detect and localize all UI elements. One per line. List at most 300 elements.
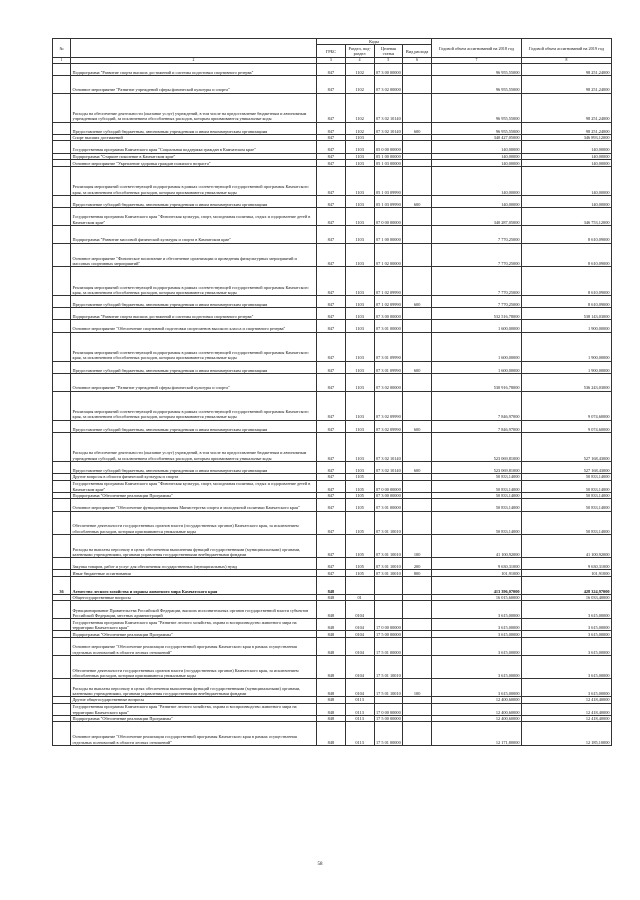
table-row — [53, 160, 612, 167]
row-amount-2019: 140,00000 — [522, 160, 612, 167]
row-razdel: 1103 — [345, 243, 374, 266]
index-cell: 2 — [71, 58, 317, 64]
row-grbs: 847 — [317, 361, 346, 373]
row-expense-type: 600 — [403, 461, 432, 473]
row-amount-2018: 3 615,00000 — [432, 638, 522, 656]
row-amount-2019: 1 900,00000 — [522, 320, 612, 332]
table-row — [53, 63, 612, 75]
row-target-article: 07 3 00 00000 — [374, 63, 403, 75]
row-expense-type: 600 — [403, 195, 432, 207]
row-name: Государственная программа Камчатского края "Физическая культура, спорт, молодежная политика, отдых и оздоровление детей в Камчатском крае" — [71, 480, 317, 492]
row-amount-2018: 3 615,00000 — [432, 631, 522, 638]
index-cell: 6 — [403, 58, 432, 64]
row-razdel: 1103 — [345, 134, 374, 141]
row-number — [53, 160, 71, 167]
row-expense-type — [403, 594, 432, 601]
row-amount-2018: 101,91000 — [432, 570, 522, 577]
row-amount-2019: 8 610,09000 — [522, 296, 612, 308]
row-grbs: 847 — [317, 166, 346, 195]
row-name: Реализация мероприятий соответствующей подпрограммы в рамках соответствующей государственной программы Камчатского края, за исключением обособленных расходов, которым присваиваются уникальные коды — [71, 332, 317, 361]
row-grbs: 847 — [317, 499, 346, 511]
row-razdel: 1105 — [345, 473, 374, 480]
row-grbs: 847 — [317, 391, 346, 420]
row-expense-type — [403, 655, 432, 678]
row-razdel: 1103 — [345, 160, 374, 167]
row-number — [53, 332, 71, 361]
row-name: Функционирование Правительства Российской Федерации, высших исполнительных органов государственной власти субъектов Российской Федерации, местных администраций — [71, 601, 317, 619]
table-row — [53, 511, 612, 534]
row-number — [53, 631, 71, 638]
row-expense-type — [403, 160, 432, 167]
row-amount-2018: 523 069,81000 — [432, 432, 522, 461]
table-row — [53, 558, 612, 570]
row-expense-type: 800 — [403, 570, 432, 577]
row-number — [53, 122, 71, 134]
row-amount-2019: 9 630,31000 — [522, 558, 612, 570]
header-codes: Коды — [317, 39, 432, 45]
row-number — [53, 296, 71, 308]
row-expense-type: 600 — [403, 122, 432, 134]
header-2018: Годовой объем ассигнований на 2018 год — [432, 39, 522, 58]
row-expense-type — [403, 432, 432, 461]
row-amount-2018: 1 600,00000 — [432, 320, 522, 332]
row-amount-2018: 12 400,60000 — [432, 715, 522, 722]
row-amount-2018: 12 171,80000 — [432, 722, 522, 745]
row-name: Расходы на обеспечение деятельности (оказание услуг) учреждений, в том числе на предоставление бюджетным и автономным учреждениям субсидий, за исключением обособленных расходов, которым присваиваются уникальные коды — [71, 432, 317, 461]
row-name: Расходы на обеспечение деятельности (оказание услуг) учреждений, в том числе на предоставление бюджетным и автономным учреждениям субсидий, за исключением обособленных расходов, которым присваиваются уникальные коды — [71, 93, 317, 122]
row-amount-2019: 3 615,00000 — [522, 631, 612, 638]
row-amount-2018: 12 400,60000 — [432, 697, 522, 704]
index-cell: 4 — [345, 58, 374, 64]
row-number — [53, 308, 71, 320]
row-amount-2018: 7 846,97000 — [432, 420, 522, 432]
row-grbs: 847 — [317, 243, 346, 266]
row-expense-type — [403, 332, 432, 361]
row-amount-2018: 3 615,00000 — [432, 679, 522, 697]
index-cell: 7 — [432, 58, 522, 64]
row-target-article: 07 3 02 10140 — [374, 432, 403, 461]
row-number — [53, 655, 71, 678]
row-expense-type — [403, 141, 432, 153]
table-row — [53, 697, 612, 704]
table-row — [53, 267, 612, 296]
row-number — [53, 243, 71, 266]
row-target-article — [374, 473, 403, 480]
row-grbs: 847 — [317, 332, 346, 361]
row-razdel: 1103 — [345, 195, 374, 207]
table-row — [53, 638, 612, 656]
row-amount-2019: 98 251,24000 — [522, 122, 612, 134]
row-expense-type — [403, 308, 432, 320]
row-name: Основное мероприятие "Развитие учреждений сферы физической культуры и спорта" — [71, 75, 317, 93]
row-amount-2018: 413 396,07000 — [432, 577, 522, 595]
row-amount-2018: 96 955,55000 — [432, 122, 522, 134]
row-grbs: 847 — [317, 308, 346, 320]
header-name — [71, 39, 317, 58]
page-number: 58 — [317, 862, 323, 867]
row-grbs: 847 — [317, 473, 346, 480]
row-razdel: 01 — [345, 594, 374, 601]
row-name: Основное мероприятие "Обеспечение реализации государственной программы Камчатского края в рамках осуществления отдельных полномочий в области лесных отношений" — [71, 722, 317, 745]
row-razdel: 1103 — [345, 391, 374, 420]
row-amount-2019: 50 833,14000 — [522, 511, 612, 534]
row-amount-2018: 340 287,05000 — [432, 208, 522, 226]
row-target-article: 07 3 02 00000 — [374, 75, 403, 93]
row-number — [53, 461, 71, 473]
row-target-article — [374, 594, 403, 601]
row-razdel: 1103 — [345, 461, 374, 473]
table-row — [53, 594, 612, 601]
table-row — [53, 679, 612, 697]
row-expense-type: 200 — [403, 558, 432, 570]
row-grbs: 847 — [317, 225, 346, 243]
row-grbs: 848 — [317, 703, 346, 715]
row-amount-2019: 3 615,00000 — [522, 638, 612, 656]
row-target-article: 17 5 00 00000 — [374, 631, 403, 638]
row-number — [53, 594, 71, 601]
row-expense-type — [403, 93, 432, 122]
row-grbs: 848 — [317, 715, 346, 722]
row-grbs: 847 — [317, 432, 346, 461]
row-grbs: 847 — [317, 134, 346, 141]
row-name: Предоставление субсидий бюджетным, автономным учреждениям и иным некоммерческим организациям — [71, 420, 317, 432]
row-amount-2018: 140,00000 — [432, 195, 522, 207]
row-razdel: 0113 — [345, 697, 374, 704]
table-row — [53, 134, 612, 141]
row-target-article: 17 5 01 10010 — [374, 679, 403, 697]
table-row — [53, 655, 612, 678]
row-expense-type — [403, 631, 432, 638]
row-number: 36 — [53, 577, 71, 595]
row-amount-2018: 7 846,97000 — [432, 391, 522, 420]
index-cell: 3 — [317, 58, 346, 64]
row-target-article: 07 3 01 00000 — [374, 499, 403, 511]
row-expense-type — [403, 499, 432, 511]
row-number — [53, 570, 71, 577]
row-amount-2019: 140,00000 — [522, 153, 612, 160]
table-row — [53, 320, 612, 332]
row-number — [53, 153, 71, 160]
row-number — [53, 361, 71, 373]
row-amount-2018: 50 833,14000 — [432, 511, 522, 534]
row-number — [53, 601, 71, 619]
row-expense-type: 600 — [403, 296, 432, 308]
row-amount-2018: 523 069,81000 — [432, 461, 522, 473]
row-target-article: 05 1 03 09990 — [374, 195, 403, 207]
row-target-article: 07 3 00 00000 — [374, 492, 403, 499]
row-number — [53, 166, 71, 195]
row-expense-type: 600 — [403, 420, 432, 432]
table-row — [53, 225, 612, 243]
row-target-article: 07 1 00 00000 — [374, 225, 403, 243]
row-razdel: 0104 — [345, 679, 374, 697]
table-row — [53, 296, 612, 308]
row-name: Реализация мероприятий соответствующей подпрограммы в рамках соответствующей государственной программы Камчатского края, за исключением обособленных расходов, которым присваиваются уникальные коды — [71, 166, 317, 195]
header-target-article: Целевая статья — [374, 45, 403, 58]
row-amount-2019: 98 251,24000 — [522, 93, 612, 122]
row-amount-2018: 532 516,78000 — [432, 308, 522, 320]
row-amount-2018: 7 770,25000 — [432, 267, 522, 296]
row-number — [53, 473, 71, 480]
row-razdel: 0113 — [345, 715, 374, 722]
row-expense-type — [403, 722, 432, 745]
row-amount-2019: 8 610,09000 — [522, 243, 612, 266]
row-grbs: 847 — [317, 534, 346, 557]
row-number — [53, 134, 71, 141]
row-grbs: 847 — [317, 492, 346, 499]
row-name: Государственная программа Камчатского края "Развитие лесного хозяйства, охрана и воспроизводство животного мира на территории Камчатского края" — [71, 619, 317, 631]
row-amount-2018: 16 015,60000 — [432, 594, 522, 601]
row-amount-2019: 428 324,97000 — [522, 577, 612, 595]
row-grbs: 847 — [317, 63, 346, 75]
row-name: Предоставление субсидий бюджетным, автономным учреждениям и иным некоммерческим организациям — [71, 195, 317, 207]
row-razdel: 1105 — [345, 499, 374, 511]
row-razdel: 1103 — [345, 373, 374, 391]
table-row — [53, 195, 612, 207]
row-grbs: 847 — [317, 160, 346, 167]
row-amount-2019: 98 251,24000 — [522, 63, 612, 75]
row-amount-2018: 50 833,14000 — [432, 499, 522, 511]
row-name: Предоставление субсидий бюджетным, автономным учреждениям и иным некоммерческим организациям — [71, 296, 317, 308]
row-expense-type — [403, 577, 432, 595]
row-razdel: 1102 — [345, 122, 374, 134]
row-razdel: 0113 — [345, 722, 374, 745]
table-row — [53, 391, 612, 420]
row-amount-2019: 9 074,60000 — [522, 420, 612, 432]
row-target-article: 07 0 00 00000 — [374, 480, 403, 492]
row-expense-type — [403, 153, 432, 160]
row-number — [53, 391, 71, 420]
row-amount-2019: 50 833,14000 — [522, 499, 612, 511]
row-target-article: 07 1 02 00000 — [374, 243, 403, 266]
row-amount-2018: 140,00000 — [432, 166, 522, 195]
row-expense-type — [403, 703, 432, 715]
row-razdel: 1103 — [345, 267, 374, 296]
row-razdel: 1102 — [345, 93, 374, 122]
row-amount-2019: 1 900,00000 — [522, 361, 612, 373]
row-target-article: 07 3 02 09990 — [374, 420, 403, 432]
row-razdel: 1103 — [345, 166, 374, 195]
row-name: Предоставление субсидий бюджетным, автономным учреждениям и иным некоммерческим организациям — [71, 361, 317, 373]
row-grbs: 847 — [317, 195, 346, 207]
row-target-article: 07 3 01 10010 — [374, 558, 403, 570]
row-amount-2018: 50 833,14000 — [432, 473, 522, 480]
row-expense-type — [403, 225, 432, 243]
row-expense-type — [403, 601, 432, 619]
row-grbs: 848 — [317, 697, 346, 704]
row-grbs: 847 — [317, 153, 346, 160]
row-expense-type — [403, 373, 432, 391]
table-row — [53, 461, 612, 473]
row-number — [53, 432, 71, 461]
row-number — [53, 511, 71, 534]
row-amount-2018: 3 615,00000 — [432, 619, 522, 631]
table-row — [53, 420, 612, 432]
row-grbs: 848 — [317, 577, 346, 595]
row-number — [53, 63, 71, 75]
row-expense-type — [403, 715, 432, 722]
row-amount-2019: 527 168,43000 — [522, 432, 612, 461]
row-amount-2018: 12 400,60000 — [432, 703, 522, 715]
row-expense-type — [403, 134, 432, 141]
row-target-article: 07 3 02 00000 — [374, 373, 403, 391]
row-amount-2019: 12 418,40000 — [522, 715, 612, 722]
row-razdel: 0104 — [345, 619, 374, 631]
row-name: Основное мероприятие "Развитие учреждений сферы физической культуры и спорта" — [71, 373, 317, 391]
row-amount-2019: 50 833,14000 — [522, 473, 612, 480]
row-expense-type — [403, 267, 432, 296]
row-number — [53, 722, 71, 745]
row-name: Подпрограмма "Обеспечение реализации Программы" — [71, 631, 317, 638]
header-razdel: Раздел, под-раздел — [345, 45, 374, 58]
table-row — [53, 703, 612, 715]
row-amount-2019: 12 185,10000 — [522, 722, 612, 745]
header-grbs: ГРБС — [317, 45, 346, 58]
row-razdel: 1105 — [345, 558, 374, 570]
row-razdel: 1103 — [345, 332, 374, 361]
row-grbs: 847 — [317, 480, 346, 492]
row-target-article: 17 0 00 00000 — [374, 703, 403, 715]
row-amount-2019: 140,00000 — [522, 195, 612, 207]
row-target-article: 07 3 02 09990 — [374, 391, 403, 420]
table-row — [53, 75, 612, 93]
row-name: Основное мероприятие "Обеспечение спортивной подготовки спортсменов высокого класса и спортивного резерва" — [71, 320, 317, 332]
table-row — [53, 308, 612, 320]
row-razdel: 1102 — [345, 63, 374, 75]
row-name: Закупка товаров, работ и услуг для обеспечения государственных (муниципальных) нужд — [71, 558, 317, 570]
row-grbs: 847 — [317, 141, 346, 153]
row-razdel: 0104 — [345, 655, 374, 678]
row-amount-2018: 7 770,25000 — [432, 225, 522, 243]
row-grbs: 848 — [317, 631, 346, 638]
row-razdel: 0104 — [345, 601, 374, 619]
row-target-article: 07 3 01 10010 — [374, 570, 403, 577]
row-target-article: 05 0 00 00000 — [374, 141, 403, 153]
row-number — [53, 715, 71, 722]
budget-table — [52, 38, 612, 746]
row-amount-2018: 3 615,00000 — [432, 601, 522, 619]
row-razdel: 1103 — [345, 141, 374, 153]
row-number — [53, 534, 71, 557]
row-grbs: 848 — [317, 655, 346, 678]
table-row — [53, 141, 612, 153]
row-name: Подпрограмма "Развитие спорта высших достижений и системы подготовки спортивного резерва" — [71, 308, 317, 320]
row-amount-2019: 3 615,00000 — [522, 655, 612, 678]
row-razdel: 1105 — [345, 570, 374, 577]
row-amount-2018: 96 955,55000 — [432, 93, 522, 122]
table-row — [53, 432, 612, 461]
table-row — [53, 570, 612, 577]
row-grbs: 848 — [317, 722, 346, 745]
table-body — [53, 63, 612, 745]
table-row — [53, 722, 612, 745]
row-amount-2018: 530 916,78000 — [432, 373, 522, 391]
index-cell: 8 — [522, 58, 612, 64]
row-amount-2019: 536 243,03000 — [522, 373, 612, 391]
row-name: Агентство лесного хозяйства и охраны животного мира Камчатского края — [71, 577, 317, 595]
index-cell: 5 — [374, 58, 403, 64]
row-number — [53, 420, 71, 432]
row-name: Реализация мероприятий соответствующей подпрограммы в рамках соответствующей государственной программы Камчатского края, за исключением обособленных расходов, которым присваиваются уникальные коды — [71, 267, 317, 296]
row-target-article: 05 1 03 09990 — [374, 166, 403, 195]
row-expense-type — [403, 243, 432, 266]
table-row — [53, 93, 612, 122]
table-row — [53, 153, 612, 160]
row-expense-type — [403, 63, 432, 75]
row-number — [53, 195, 71, 207]
row-razdel: 1103 — [345, 308, 374, 320]
row-number — [53, 499, 71, 511]
row-expense-type — [403, 391, 432, 420]
row-target-article: 07 3 01 10010 — [374, 511, 403, 534]
row-target-article: 07 3 02 10140 — [374, 93, 403, 122]
table-row — [53, 480, 612, 492]
row-target-article: 17 5 01 00000 — [374, 638, 403, 656]
row-name: Основное мероприятие "Обеспечение функционирования Министерства спорта и молодежной политики Камчатского края" — [71, 499, 317, 511]
table-row — [53, 577, 612, 595]
row-amount-2018: 340 427,05000 — [432, 134, 522, 141]
row-number — [53, 320, 71, 332]
row-target-article: 17 5 01 00000 — [374, 722, 403, 745]
row-amount-2019: 346 893,12000 — [522, 134, 612, 141]
row-target-article: 07 1 02 09990 — [374, 267, 403, 296]
row-expense-type: 100 — [403, 679, 432, 697]
row-amount-2019: 527 168,43000 — [522, 461, 612, 473]
row-amount-2019: 41 100,92000 — [522, 534, 612, 557]
row-amount-2019: 9 074,60000 — [522, 391, 612, 420]
row-expense-type — [403, 320, 432, 332]
row-name: Подпрограмма "Развитие спорта высших достижений и системы подготовки спортивного резерва" — [71, 63, 317, 75]
budget-document-page — [52, 38, 612, 746]
row-razdel: 1103 — [345, 296, 374, 308]
row-grbs: 848 — [317, 594, 346, 601]
table-row — [53, 715, 612, 722]
row-grbs: 847 — [317, 267, 346, 296]
row-grbs: 847 — [317, 511, 346, 534]
row-grbs: 847 — [317, 461, 346, 473]
table-row — [53, 243, 612, 266]
row-amount-2019: 140,00000 — [522, 166, 612, 195]
row-amount-2018: 50 833,14000 — [432, 480, 522, 492]
row-amount-2018: 1 600,00000 — [432, 361, 522, 373]
row-grbs: 847 — [317, 570, 346, 577]
table-row — [53, 534, 612, 557]
row-name: Общегосударственные вопросы — [71, 594, 317, 601]
row-number — [53, 558, 71, 570]
row-razdel: 1105 — [345, 492, 374, 499]
row-target-article: 07 3 01 10010 — [374, 534, 403, 557]
row-number — [53, 480, 71, 492]
row-razdel: 1103 — [345, 320, 374, 332]
row-number — [53, 208, 71, 226]
row-name: Расходы на выплаты персоналу в целях обеспечения выполнения функций государственными (муниципальными) органами, казенными учреждениями, органами управления государственными внебюджетными фондами — [71, 679, 317, 697]
row-expense-type — [403, 492, 432, 499]
row-grbs: 847 — [317, 373, 346, 391]
row-number — [53, 703, 71, 715]
row-target-article: 07 3 02 10140 — [374, 122, 403, 134]
row-expense-type — [403, 511, 432, 534]
row-grbs: 847 — [317, 420, 346, 432]
row-grbs: 847 — [317, 296, 346, 308]
row-amount-2019: 140,00000 — [522, 141, 612, 153]
row-grbs: 847 — [317, 320, 346, 332]
row-amount-2018: 7 770,25000 — [432, 243, 522, 266]
row-amount-2018: 140,00000 — [432, 141, 522, 153]
row-name: Основное мероприятие "Физическое воспитание и обеспечение организации и проведения физкультурных мероприятий и массовых спортивных мероприятий" — [71, 243, 317, 266]
row-razdel: 1103 — [345, 432, 374, 461]
table-row — [53, 166, 612, 195]
row-expense-type — [403, 480, 432, 492]
